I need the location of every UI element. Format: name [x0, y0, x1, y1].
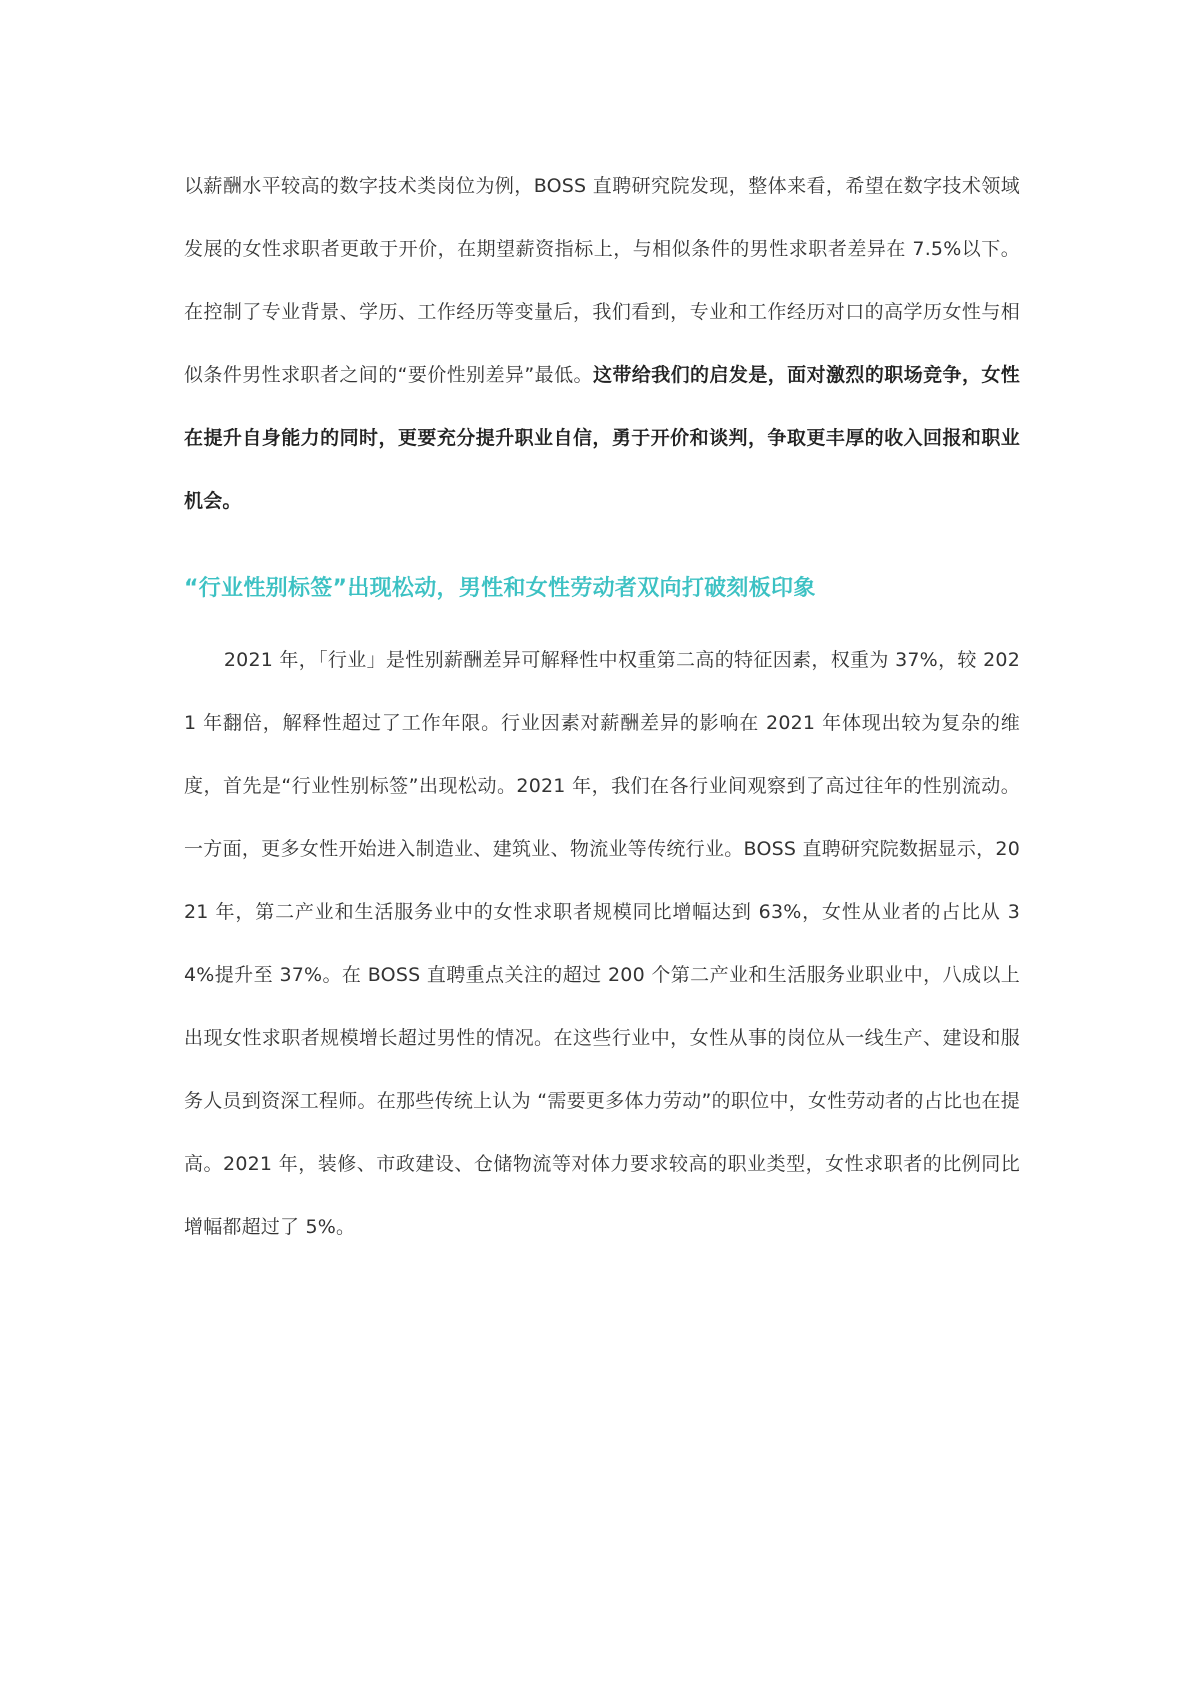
paragraph-digital-tech-salary	[184, 155, 1020, 533]
paragraph-normal-text: 以薪酬水平较高的数字技术类岗位为例，BOSS 直聘研究院发现，整体来看，希望在数字技术领域发展的女性求职者更敢于开价，在期望薪资指标上，与相似条件的男性求职者差异在 7.5%以下。在控制了专业背景、学历、工作经历等变量后，我们看到，专业和工作经历对口的高学历女性与相似条件男性求职者之间的“要价性别差异”最低。	[184, 175, 1020, 386]
paragraph-industry-gender-label: 2021 年，「行业」是性别薪酬差异可解释性中权重第二高的特征因素，权重为 37%，较 2021 年翻倍，解释性超过了工作年限。行业因素对薪酬差异的影响在 2021 年体现出较为复杂的维度，首先是“行业性别标签”出现松动。2021 年，我们在各行业间观察到了高过往年的性别流动。一方面，更多女性开始进入制造业、建筑业、物流业等传统行业。BOSS 直聘研究院数据显示，2021 年，第二产业和生活服务业中的女性求职者规模同比增幅达到 63%，女性从业者的占比从 34%提升至 37%。在 BOSS 直聘重点关注的超过 200 个第二产业和生活服务业职业中，八成以上出现女性求职者规模增长超过男性的情况。在这些行业中，女性从事的岗位从一线生产、建设和服务人员到资深工程师。在那些传统上认为 “需要更多体力劳动”的职位中，女性劳动者的占比也在提高。2021 年，装修、市政建设、仓储物流等对体力要求较高的职业类型，女性求职者的比例同比增幅都超过了 5%。	[184, 649, 1020, 1238]
section-heading: “行业性别标签”出现松动，男性和女性劳动者双向打破刻板印象	[184, 576, 816, 601]
paragraph-bold-insight: 这带给我们的启发是，面对激烈的职场竞争，女性在提升自身能力的同时，更要充分提升职业自信，勇于开价和谈判，争取更丰厚的收入回报和职业机会。	[184, 364, 1020, 512]
